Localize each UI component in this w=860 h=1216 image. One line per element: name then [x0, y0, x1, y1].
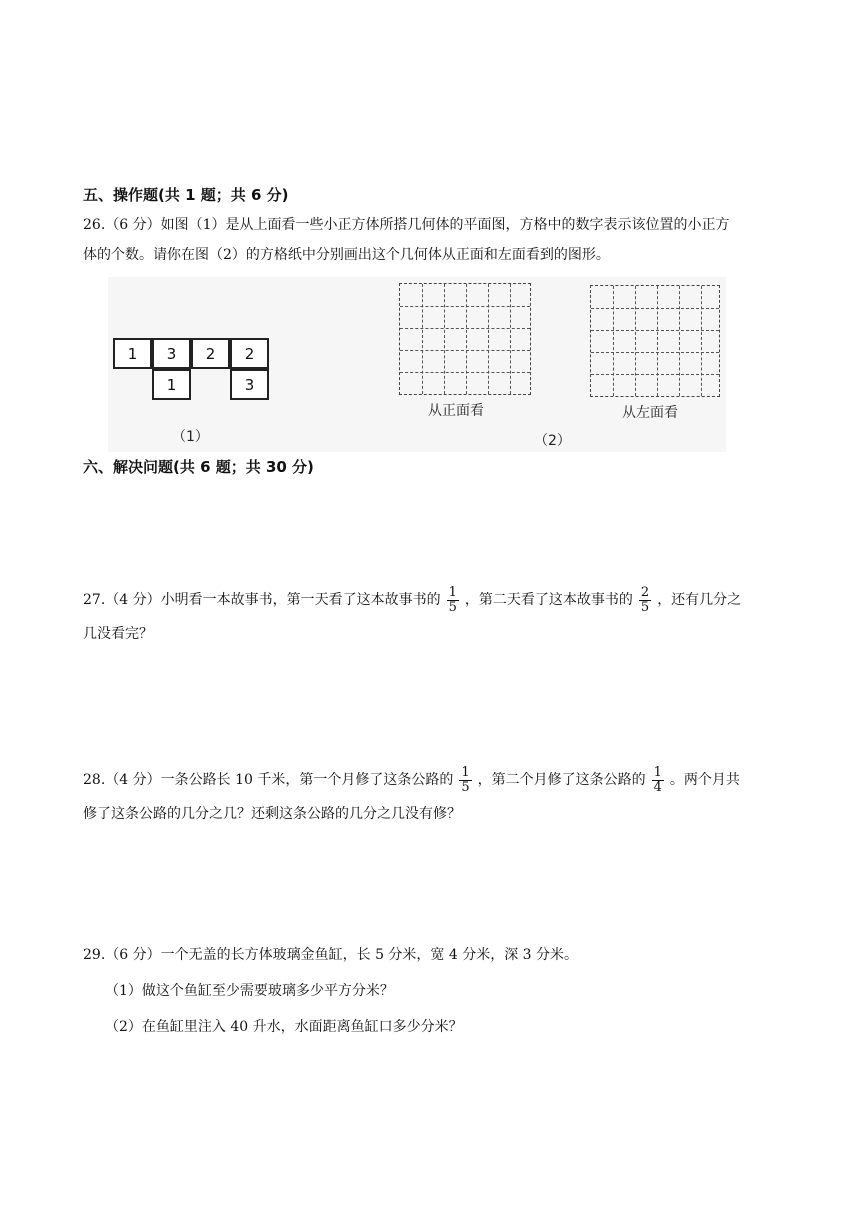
question-29-line-1: 29.（6 分）一个无盖的长方体玻璃金鱼缸，长 5 分米，宽 4 分米，深 3 分米。: [83, 947, 579, 963]
figure-1-caption: （1）: [172, 429, 209, 445]
top-view-cell: 1: [113, 338, 152, 369]
section-5-heading: 五、操作题(共 1 题；共 6 分): [83, 186, 289, 204]
question-28: [83, 765, 783, 829]
left-view-grid: [590, 285, 720, 397]
front-view-label: 从正面看: [428, 403, 484, 419]
fraction: $\frac{1}{5}$: [461, 764, 470, 795]
top-view-cell: 3: [230, 369, 269, 400]
question-26-line-1: 26.（6 分）如图（1）是从上面看一些小正方体所搭几何体的平面图，方格中的数字表示该位置的小正方: [83, 217, 730, 233]
front-view-grid: [399, 283, 531, 395]
question-28-line-1: 28.（4 分）一条公路长 10 千米，第一个月修了这条公路的 $\frac{1}{5}$ ，第二个月修了这条公路的 $\frac{1}{4}$ 。两个月共: [83, 764, 740, 795]
left-view-label: 从左面看: [622, 405, 678, 421]
fraction: $\frac{1}{5}$: [448, 584, 457, 615]
question-29-sub-1: （1）做这个鱼缸至少需要玻璃多少平方分米？: [105, 983, 394, 999]
question-29-sub-2: （2）在鱼缸里注入 40 升水，水面距离鱼缸口多少分米？: [105, 1019, 463, 1035]
top-view-cell: 3: [152, 338, 191, 369]
question-27: [83, 585, 783, 649]
figure-2-caption: （2）: [534, 433, 571, 449]
question-26: [83, 210, 783, 270]
question-27-line-1: 27.（4 分）小明看一本故事书，第一天看了这本故事书的 $\frac{1}{5}$ ，第二天看了这本故事书的 $\frac{2}{5}$ ，还有几分之: [83, 584, 742, 615]
fraction: $\frac{2}{5}$: [640, 584, 650, 615]
top-view-cell: 2: [230, 338, 269, 369]
top-view-cell: 1: [152, 369, 191, 400]
question-29: [83, 940, 783, 1042]
top-view-cell: 2: [191, 338, 230, 369]
section-6-heading: 六、解决问题(共 6 题；共 30 分): [83, 458, 314, 476]
fraction: $\frac{1}{4}$: [653, 764, 662, 795]
question-27-line-2: 几没看完？: [83, 626, 153, 642]
question-28-line-2: 修了这条公路的几分之几？还剩这条公路的几分之几没有修？: [83, 806, 461, 822]
question-26-line-2: 体的个数。请你在图（2）的方格纸中分别画出这个几何体从正面和左面看到的图形。: [83, 247, 610, 263]
